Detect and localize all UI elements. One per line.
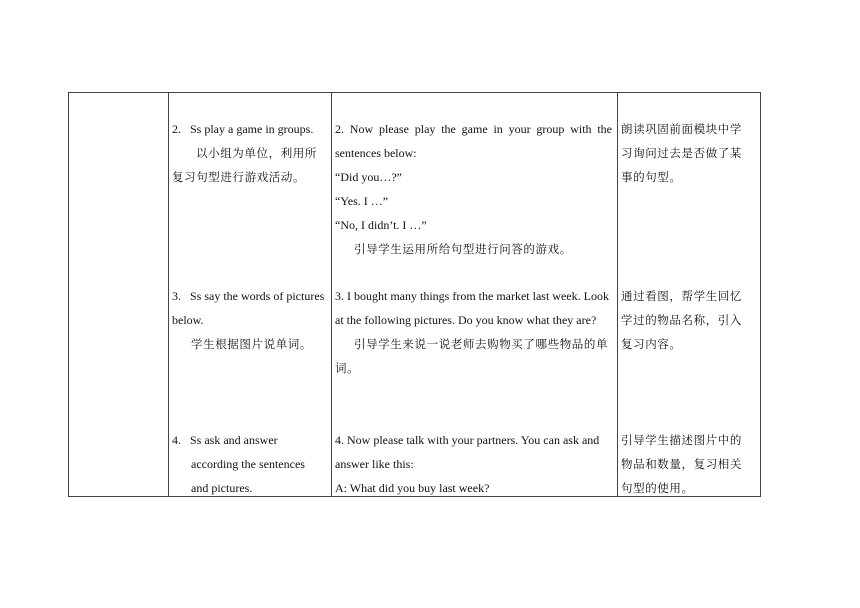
step-title: 2. Ss play a game in groups.	[172, 122, 314, 136]
purpose-cell-2: 朗读巩固前面模块中学习询问过去是否做了某事的句型。	[621, 122, 742, 184]
sentence-pattern: “No, I didn’t. I …”	[335, 218, 427, 232]
teacher-activity-cell-2	[335, 117, 612, 261]
lesson-plan-table	[68, 92, 761, 497]
teacher-activity-cell-3	[335, 284, 612, 380]
step-description-cn: 以小组为单位，利用所复习句型进行游戏活动。	[172, 146, 317, 184]
teacher-instruction: 4. Now please talk with your partners. You can ask and answer like this:	[335, 433, 600, 471]
step-cell-4	[172, 428, 326, 500]
teacher-activity-cell-4	[335, 428, 612, 500]
teacher-instruction: 2. Now please play the game in your group with the sentences below:	[335, 122, 612, 160]
step-title: 4. Ss ask and answer according the sentences and pictures.	[172, 433, 305, 495]
dialogue-line: A: What did you buy last week?	[335, 481, 490, 495]
step-title: 3. Ss say the words of pictures below.	[172, 289, 325, 327]
column-divider	[168, 93, 169, 496]
teacher-guidance-cn: 引导学生来说一说老师去购物买了哪些物品的单词。	[335, 337, 609, 375]
step-cell-2	[172, 117, 326, 189]
step-description-cn: 学生根据图片说单词。	[191, 337, 312, 351]
column-divider	[331, 93, 332, 496]
sentence-pattern: “Did you…?”	[335, 170, 402, 184]
teacher-instruction: 3. I bought many things from the market last week. Look at the following pictures. Do you know what they are?	[335, 289, 609, 327]
sentence-pattern: “Yes. I …”	[335, 194, 389, 208]
teacher-guidance-cn: 引导学生运用所给句型进行问答的游戏。	[354, 242, 572, 256]
step-cell-3	[172, 284, 326, 356]
column-divider	[617, 93, 618, 496]
purpose-cell-3: 通过看图，帮学生回忆学过的物品名称，引入复习内容。	[621, 289, 742, 351]
purpose-cell-4: 引导学生描述图片中的物品和数量，复习相关句型的使用。	[621, 433, 742, 495]
